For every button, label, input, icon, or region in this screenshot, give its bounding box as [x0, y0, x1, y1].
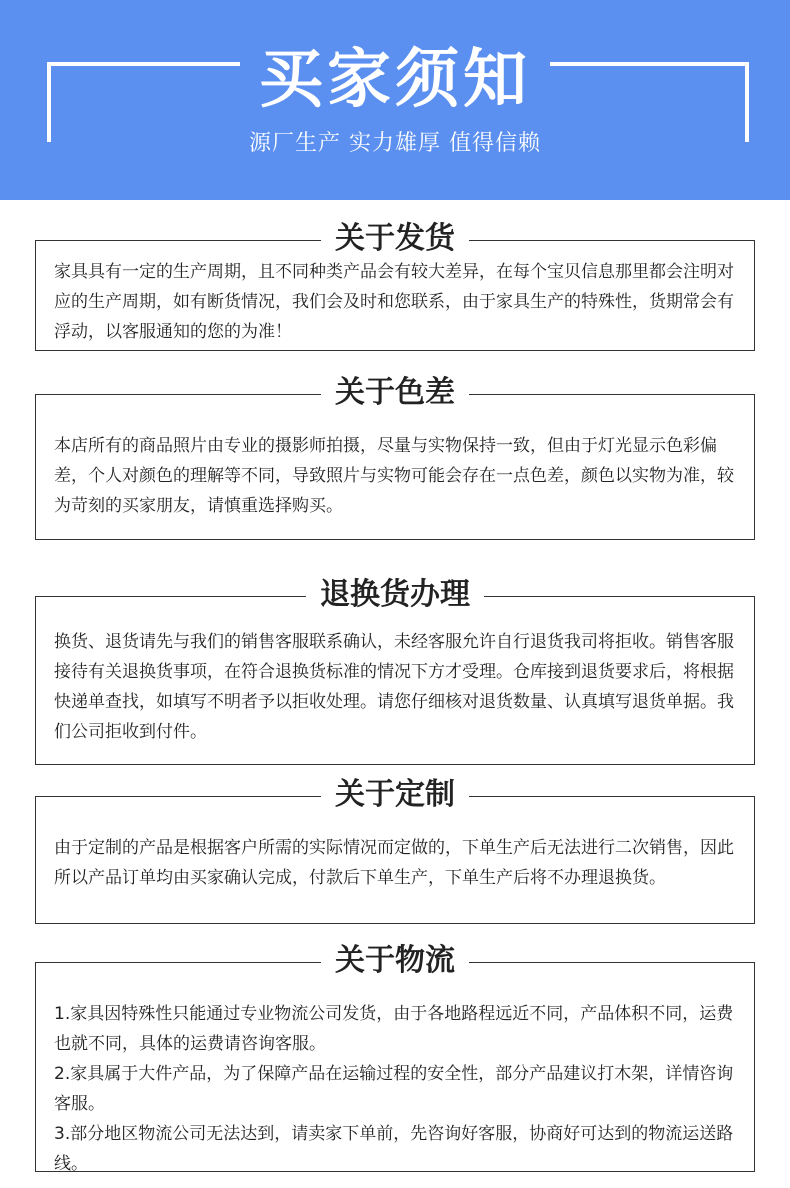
section-title: 关于物流 [335, 943, 455, 978]
section-customization [35, 777, 755, 924]
section-title-backdrop [321, 217, 469, 261]
section-color-difference [35, 375, 755, 540]
section-title: 退换货办理 [320, 577, 470, 612]
section-body [36, 597, 754, 747]
section-title-backdrop [321, 939, 469, 983]
page-title: 买家须知 [259, 43, 531, 117]
section-title: 关于发货 [335, 221, 455, 256]
section-title-backdrop [306, 573, 484, 617]
section-title-backdrop [321, 371, 469, 415]
section-text: 换货、退货请先与我们的销售客服联系确认，未经客服允许自行退货我司将拒收。销售客服接待有关退换货事项，在符合退换货标准的情况下方才受理。仓库接到退货要求后，将根据快递单查找，如填写不明者予以拒收处理。请您仔细核对退货数量、认真填写退货单据。我们公司拒收到付件。 [54, 632, 734, 742]
section-logistics [35, 943, 755, 1174]
header-banner [0, 0, 790, 200]
section-body [36, 963, 754, 1179]
section-shipping [35, 221, 755, 351]
section-text: 家具具有一定的生产周期，且不同种类产品会有较大差异，在每个宝贝信息那里都会注明对应的生产周期，如有断货情况，我们会及时和您联系，由于家具生产的特殊性，货期常会有浮动，以客服通知的您的为准！ [54, 262, 734, 342]
logistics-item-3: 3.部分地区物流公司无法达到，请卖家下单前，先咨询好客服，协商好可达到的物流运送路线。 [54, 1124, 734, 1174]
section-text: 由于定制的产品是根据客户所需的实际情况而定做的，下单生产后无法进行二次销售，因此所以产品订单均由买家确认完成，付款后下单生产，下单生产后将不办理退换货。 [54, 838, 734, 888]
section-title: 关于定制 [335, 777, 455, 812]
page-subtitle: 源厂生产 实力雄厚 值得信赖 [249, 131, 541, 156]
logistics-item-2: 2.家具属于大件产品，为了保障产品在运输过程的安全性，部分产品建议打木架，详情咨询客服。 [54, 1064, 734, 1114]
section-returns [35, 577, 755, 765]
logistics-item-1: 1.家具因特殊性只能通过专业物流公司发货，由于各地路程远近不同，产品体积不同，运费也就不同，具体的运费请咨询客服。 [54, 1004, 734, 1054]
section-text: 本店所有的商品照片由专业的摄影师拍摄，尽量与实物保持一致，但由于灯光显示色彩偏差，个人对颜色的理解等不同，导致照片与实物可能会存在一点色差，颜色以实物为准，较为苛刻的买家朋友，请慎重选择购买。 [54, 436, 734, 516]
section-title: 关于色差 [335, 375, 455, 410]
section-title-backdrop [321, 773, 469, 817]
